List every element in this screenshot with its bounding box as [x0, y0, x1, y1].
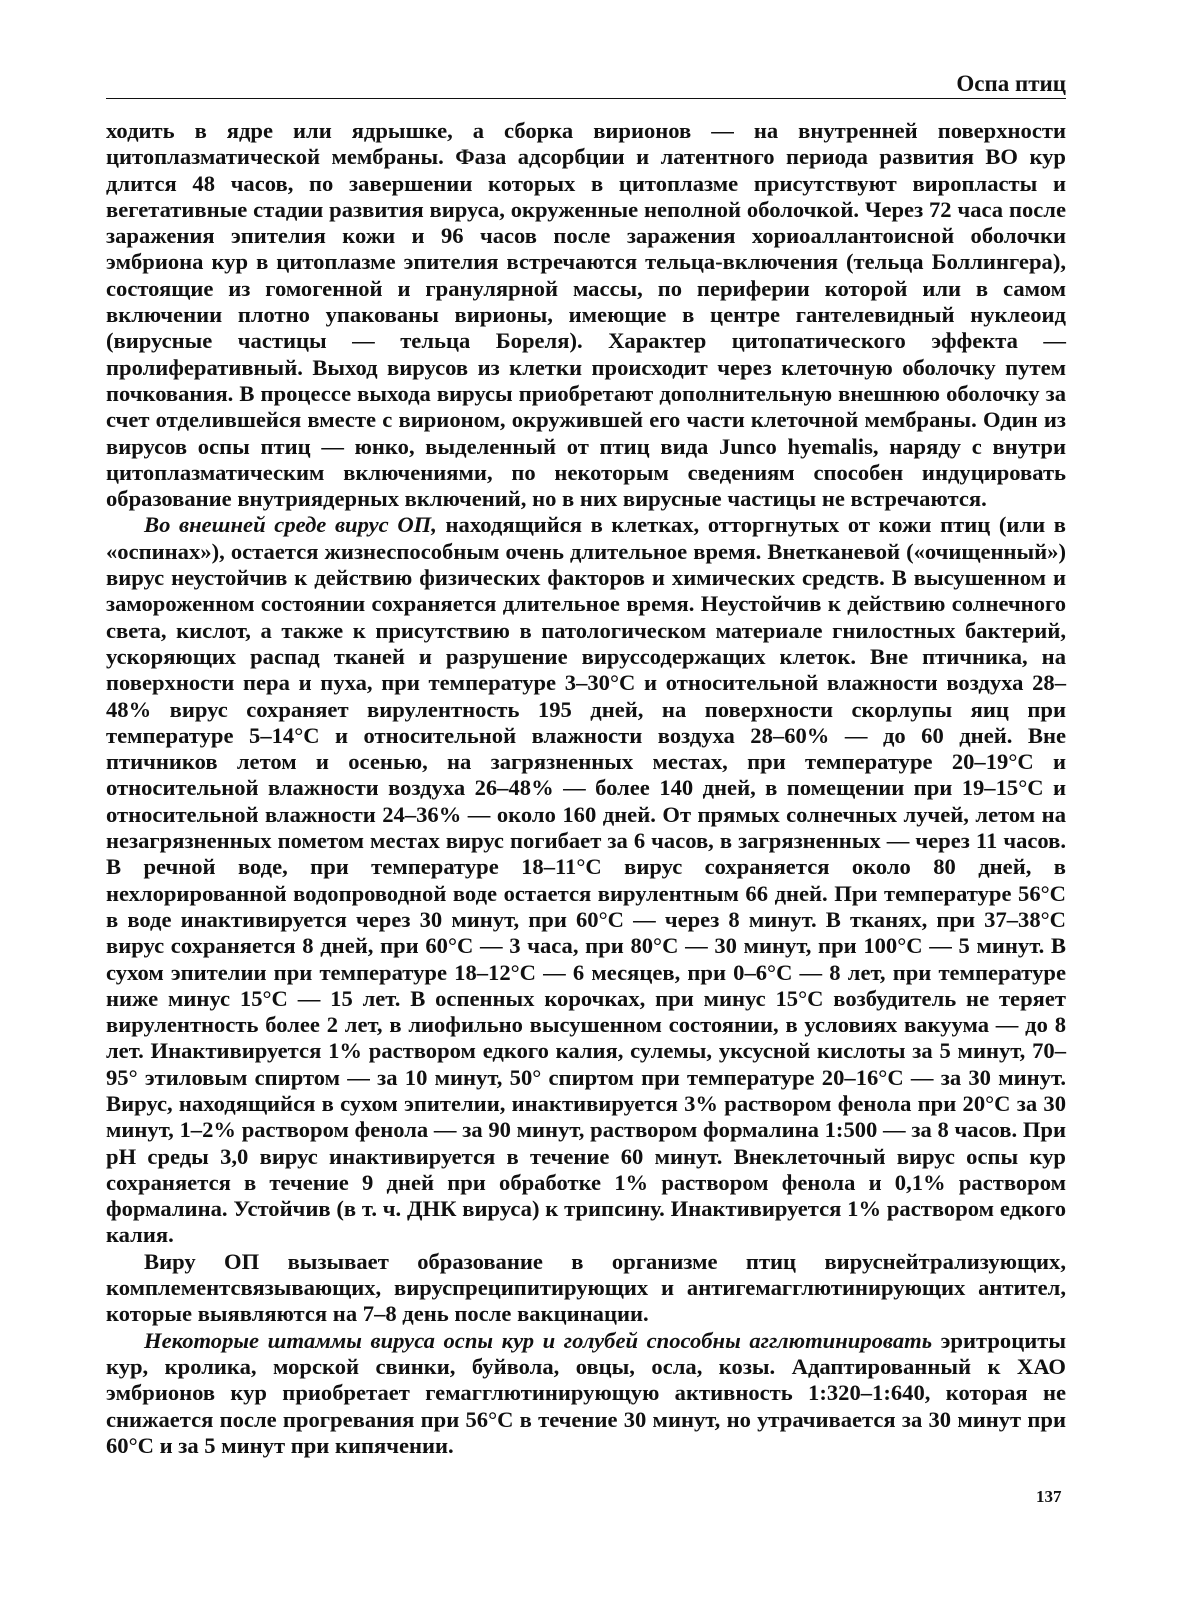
main-text	[106, 118, 1066, 1459]
paragraph-2-text: находящийся в клетках, отторгнутых от кожи птиц (или в «оспинах»), остается жизнеспособным очень длительное время. Внетканевой («очищенный») вирус неустойчив к действию физических факторов и химических средств. В высушенном и замороженном состоянии сохраняется длительное время. Неустойчив к действию солнечного света, кислот, а также к присутствию в патологическом материале гнилостных бактерий, ускоряющих распад тканей и разрушение вируссодержащих клеток. Вне птичника, на поверхности пера и пуха, при температуре 3–30°С и относительной влажности воздуха 28–48% вирус сохраняет вирулентность 195 дней, на поверхности скорлупы яиц при температуре 5–14°С и относительной влажности воздуха 28–60% — до 60 дней. Вне птичников летом и осенью, на загрязненных местах, при температуре 20–19°С и относительной влажности воздуха 26–48% — более 140 дней, в помещении при 19–15°С и относительной влажности 24–36% — около 160 дней. От прямых солнечных лучей, летом на незагрязненных пометом местах вирус погибает за 6 часов, в загрязненных — через 11 часов. В речной воде, при температуре 18–11°С вирус сохраняется около 80 дней, в нехлорированной водопроводной воде остается вирулентным 66 дней. При температуре 56°С в воде инактивируется через 30 минут, при 60°С — через 8 минут. В тканях, при 37–38°С вирус сохраняется 8 дней, при 60°С — 3 часа, при 80°С — 30 минут, при 100°С — 5 минут. В сухом эпителии при температуре 18–12°С — 6 месяцев, при 0–6°С — 8 лет, при температуре ниже минус 15°С — 15 лет. В оспенных корочках, при минус 15°С возбудитель не теряет вирулентность более 2 лет, в лиофильно высушенном состоянии, в условиях вакуума — до 8 лет. Инактивируется 1% раствором едкого калия, сулемы, уксусной кислоты за 5 минут, 70–95° этиловым спиртом — за 10 минут, 50° спиртом при температуре 20–16°С — за 30 минут. Вирус, находящийся в сухом эпителии, инактивируется 3% раствором фенола при 20°С за 30 минут, 1–2% раствором фенола — за 90 минут, раствором формалина 1:500 — за 8 часов. При pH среды 3,0 вирус инактивируется в течение 60 минут. Внеклеточный вирус оспы кур сохраняется в течение 9 дней при обработке 1% раствором фенола и 0,1% раствором формалина. Устойчив (в т. ч. ДНК вируса) к трипсину. Инактивируется 1% раствором едкого калия.	[106, 512, 1066, 1248]
paragraph-2-lead: Во внешней среде вирус ОП,	[144, 512, 437, 538]
paragraph-4	[106, 1328, 1066, 1459]
paragraph-2	[106, 512, 1066, 1248]
page-header	[106, 72, 1066, 99]
paragraph-1-text: ходить в ядре или ядрышке, а сборка вирионов — на внутренней поверхности цитоплазматической мембраны. Фаза адсорбции и латентного периода развития ВО кур длится 48 часов, по завершении которых в цитоплазме присутствуют виропласты и вегетативные стадии развития вируса, окруженные неполной оболочкой. Через 72 часа после заражения эпителия кожи и 96 часов после заражения хориоаллантоисной оболочки эмбриона кур в цитоплазме эпителия встречаются тельца-включения (тельца Боллингера), состоящие из гомогенной и гранулярной массы, по периферии которой или в самом включении плотно упакованы вирионы, имеющие в центре гантелевидный нуклеоид (вирусные частицы — тельца Бореля). Характер цитопатического эффекта — пролиферативный. Выход вирусов из клетки происходит через клеточную оболочку путем почкования. В процессе выхода вирусы приобретают дополнительную внешнюю оболочку за счет отделившейся вместе с вирионом, окружившей его части клеточной мембраны. Один из вирусов оспы птиц — юнко, выделенный от птиц вида Junco hyemalis, наряду с внутри цитоплазматическим включениями, по некоторым сведениям способен индуцировать образование внутриядерных включений, но в них вирусные частицы не встречаются.	[106, 118, 1066, 512]
paragraph-1	[106, 118, 1066, 512]
running-head: Оспа птиц	[956, 71, 1066, 96]
page-number: 137	[1036, 1487, 1062, 1506]
paragraph-4-text: эритроциты кур, кролика, морской свинки, буйвола, овцы, осла, козы. Адаптированный к ХАО эмбрионов кур приобретает гемагглютинирующую активность 1:320–1:640, которая не снижается после прогревания при 56°С в течение 30 минут, но утрачивается за 30 минут при 60°С и за 5 минут при кипячении.	[106, 1327, 1066, 1458]
paragraph-3	[106, 1249, 1066, 1328]
paragraph-4-lead: Некоторые штаммы вируса оспы кур и голубей способны агглютинировать	[144, 1327, 933, 1353]
paragraph-3-text: Виру ОП вызывает образование в организме птиц вируснейтрализующих, комплементсвязывающих, вируспреципитирующих и антигемагглютинирующих антител, которые выявляются на 7–8 день после вакцинации.	[106, 1248, 1066, 1327]
